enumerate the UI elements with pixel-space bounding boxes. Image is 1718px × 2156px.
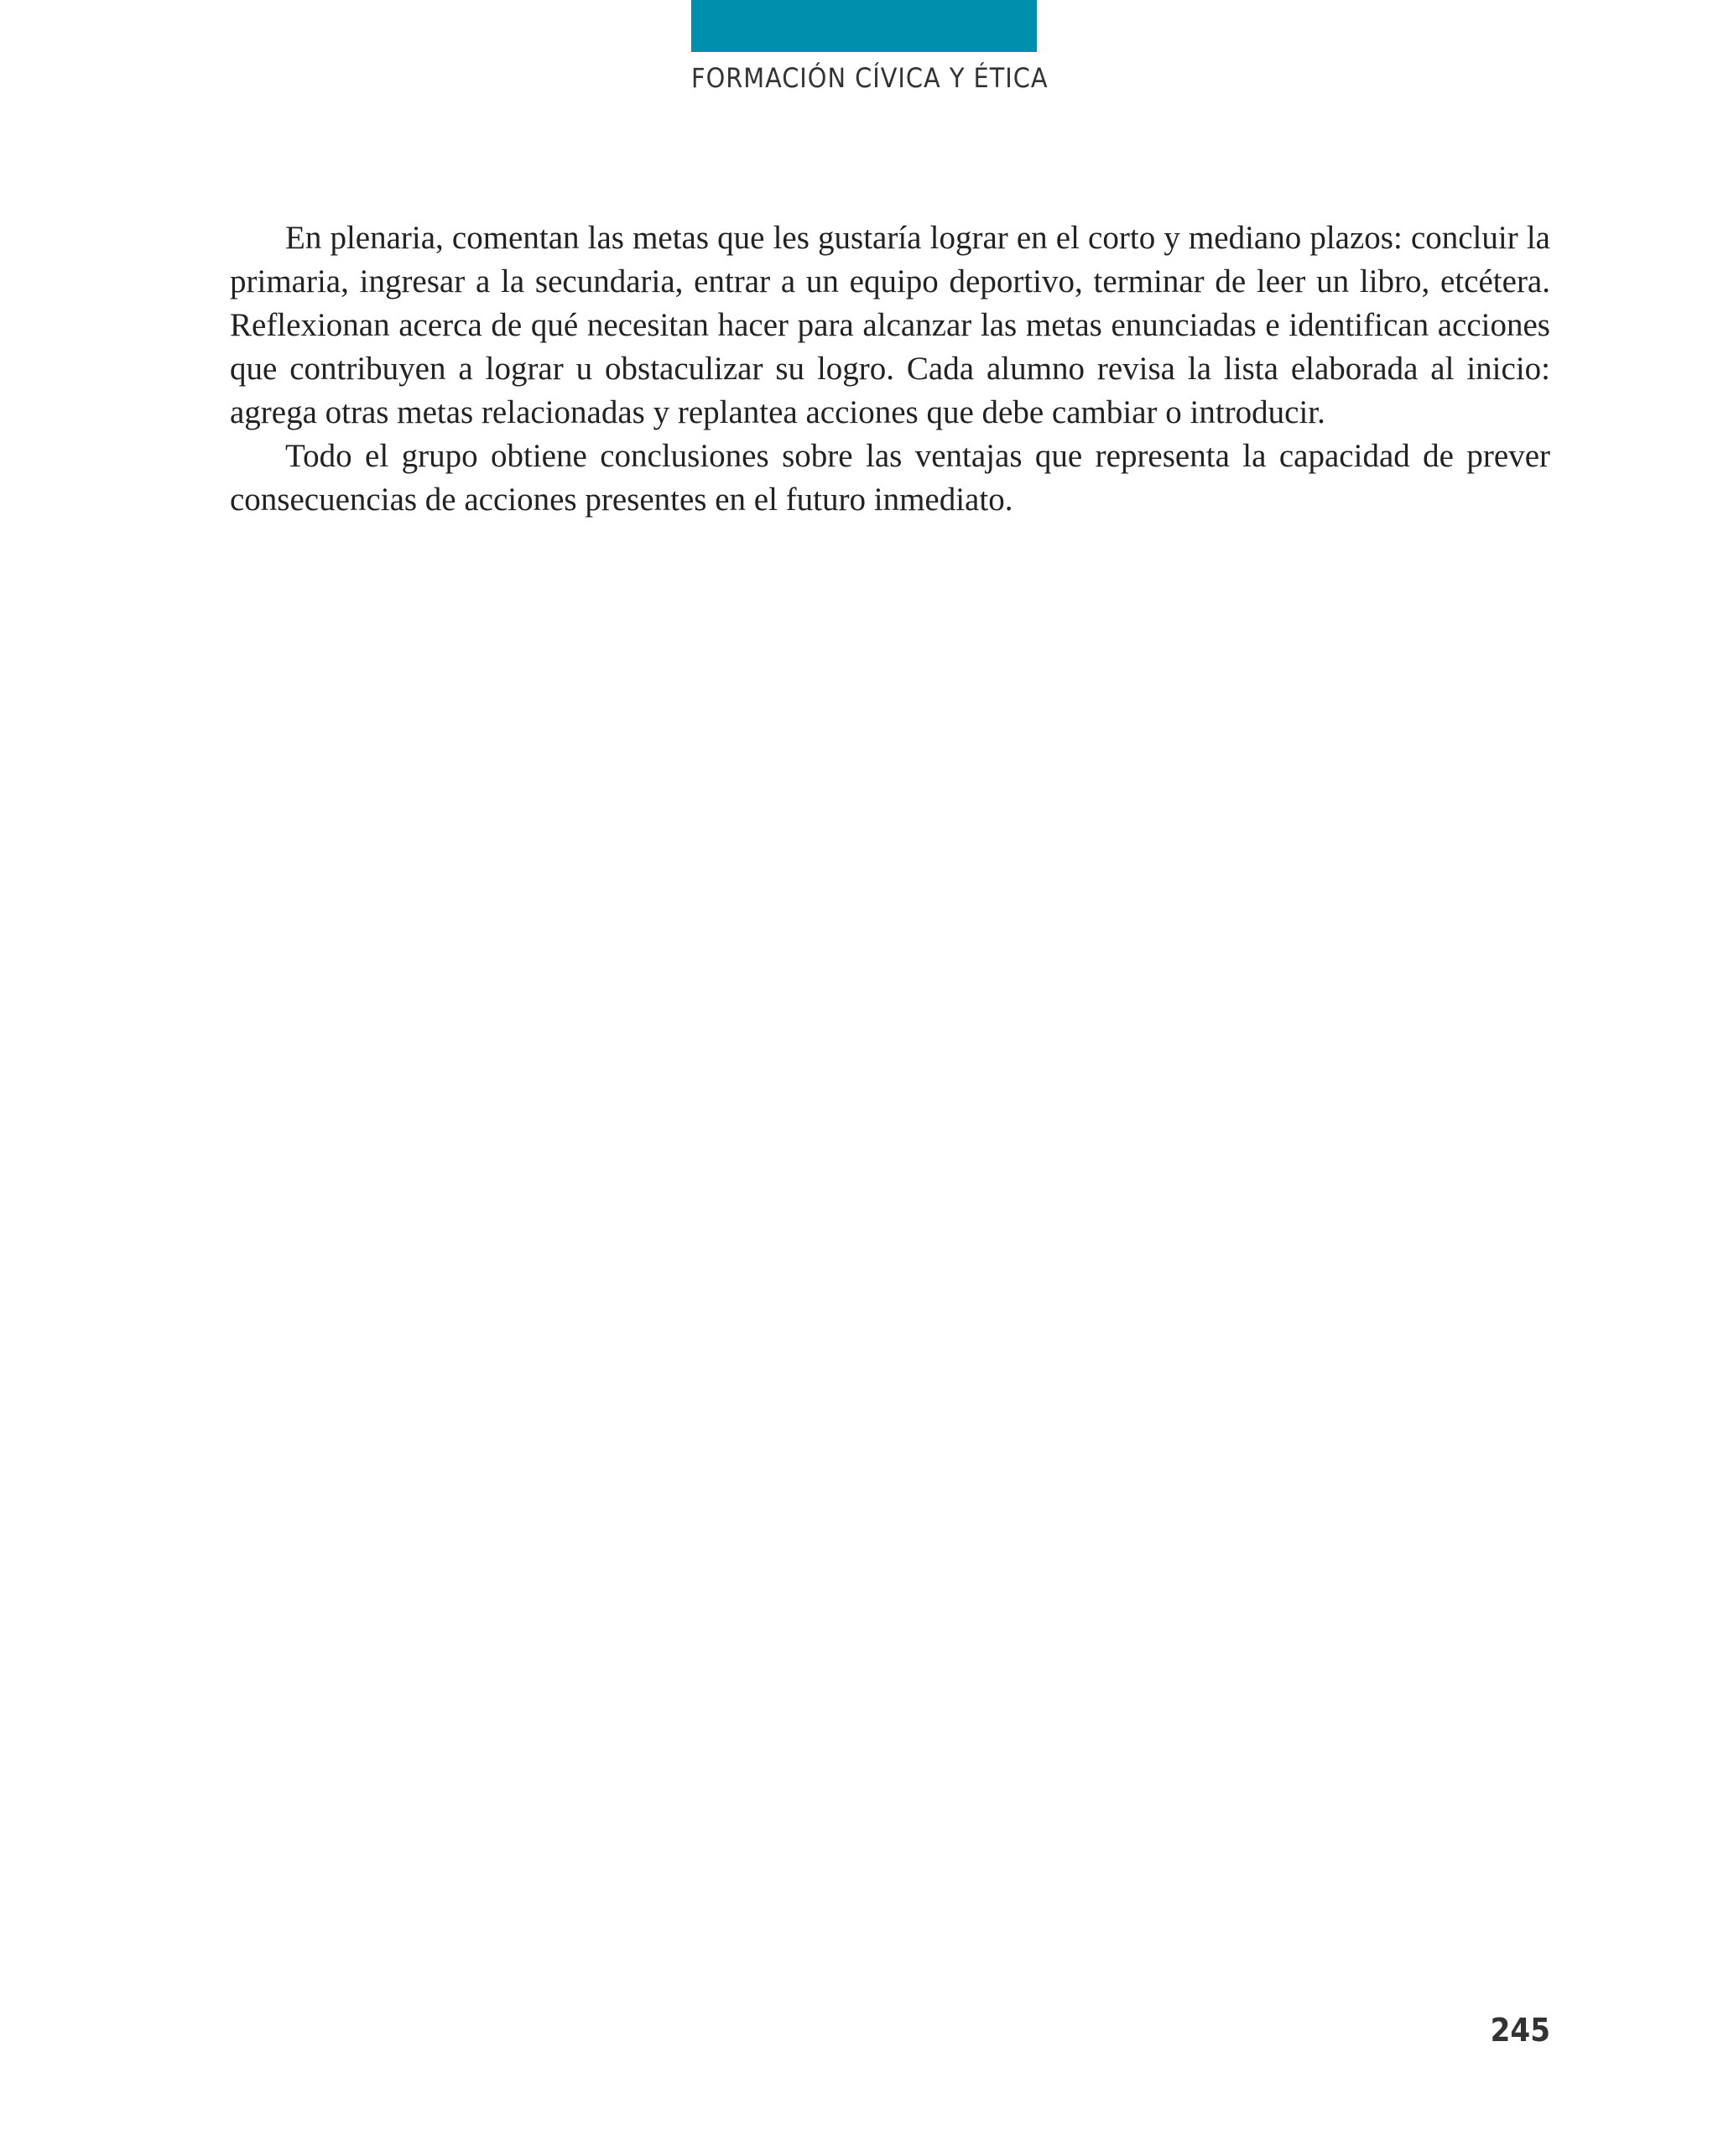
page-number: 245 — [1490, 2012, 1550, 2049]
section-title: FORMACIÓN CÍVICA Y ÉTICA — [691, 62, 1049, 94]
body-text — [230, 216, 1550, 522]
paragraph-1: En plenaria, comentan las metas que les gustaría lograr en el corto y mediano plazos: concluir la primaria, ingresar a la secundaria, entrar a un equipo deportivo, terminar de leer un libro, etcétera. Reflexionan acerca de qué necesitan hacer para alcanzar las metas enunciadas e identifican acciones que contribuyen a lograr u obstaculizar su logro. Cada alumno revisa la lista elaborada al inicio: agrega otras metas relacionadas y replantea acciones que debe cambiar o introducir. — [230, 220, 1550, 430]
paragraph-2: Todo el grupo obtiene conclusiones sobre las ventajas que representa la capacidad de prever consecuencias de acciones presentes en el futuro inmediato. — [230, 438, 1550, 518]
header-accent-bar — [691, 0, 1037, 52]
